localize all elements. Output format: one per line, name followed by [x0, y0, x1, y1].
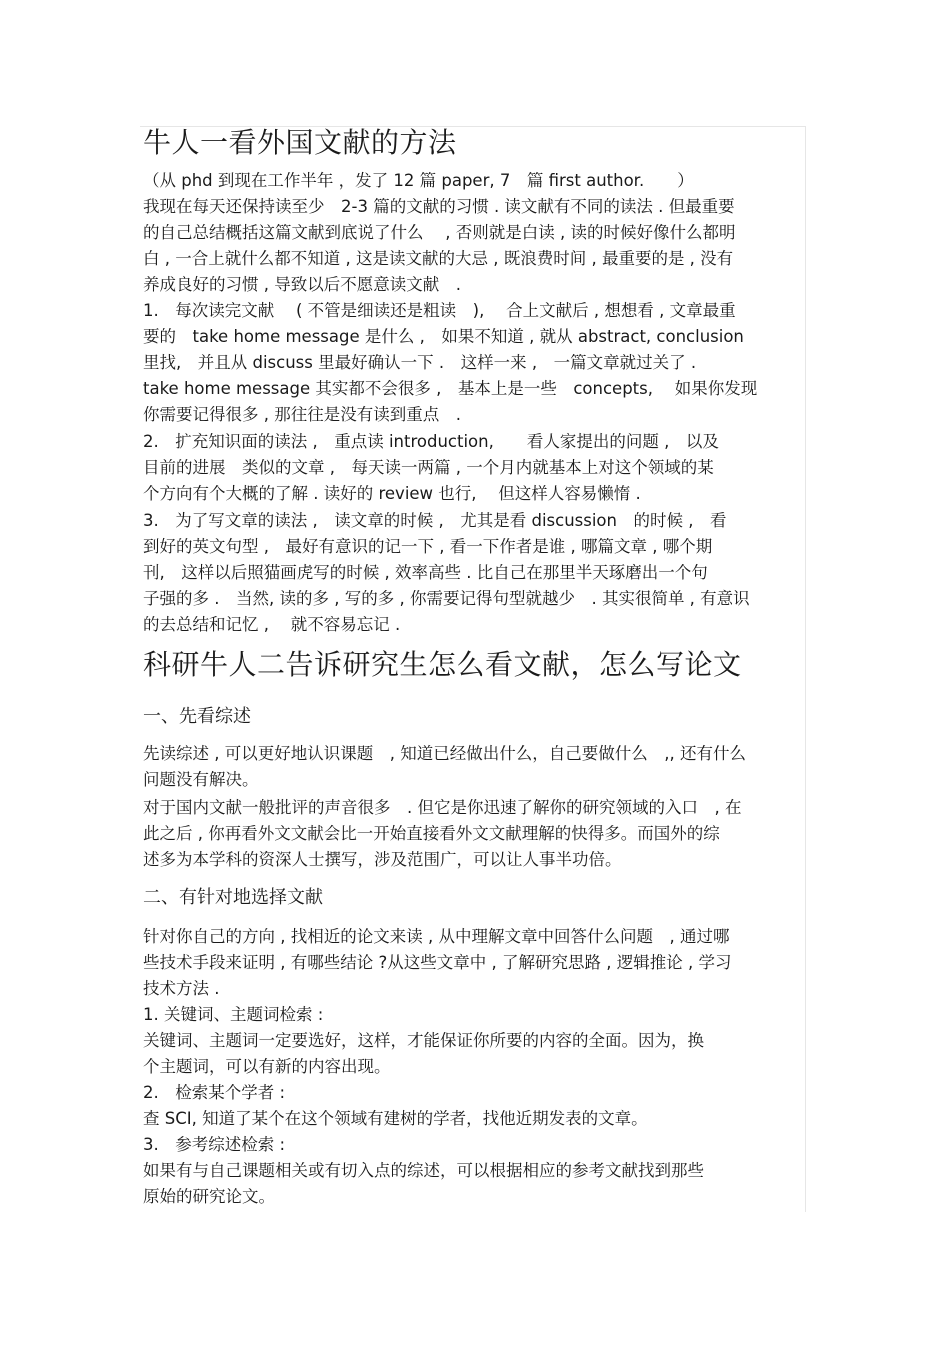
section-heading: 一、先看综述 — [143, 706, 251, 727]
paragraph-line: 如果有与自己课题相关或有切入点的综述，可以根据相应的参考文献找到那些 — [143, 1161, 704, 1180]
subtitle-1: （从 phd 到现在工作半年 ，发了 12 篇 paper, 7 篇 first author. ） — [143, 171, 694, 190]
paragraph-line: 刊, 这样以后照猫画虎写的时候 , 效率高些 . 比自己在那里半天琢磨出一个句 — [143, 563, 708, 582]
paragraph-line: 针对你自己的方向 , 找相近的论文来读 , 从中理解文章中回答什么问题 , 通过哪 — [143, 927, 730, 946]
paragraph-line: 先读综述 , 可以更好地认识课题 , 知道已经做出什么，自己要做什么 ,, 还有什么 — [143, 744, 746, 763]
paragraph-line: 目前的进展 类似的文章 , 每天读一两篇 , 一个月内就基本上对这个领域的某 — [143, 458, 714, 477]
paragraph-line: 子强的多 . 当然, 读的多 , 写的多 , 你需要记得句型就越少 . 其实很简单 , 有意识 — [143, 589, 750, 608]
paragraph-line: 我现在每天还保持读至少 2-3 篇的文献的习惯 . 读文献有不同的读法 . 但最重要 — [143, 197, 735, 216]
section-heading: 二、有针对地选择文献 — [143, 887, 323, 908]
paragraph-line: 到好的英文句型 , 最好有意识的记一下 , 看一下作者是谁 , 哪篇文章 , 哪个期 — [143, 537, 713, 556]
paragraph-line: 养成良好的习惯 , 导致以后不愿意读文献 . — [143, 275, 461, 294]
paragraph-line: 1. 每次读完文献 ( 不管是细读还是粗读 ), 合上文献后 , 想想看 , 文章最重 — [143, 301, 736, 320]
paragraph-line: 关键词、主题词一定要选好，这样，才能保证你所要的内容的全面。因为，换 — [143, 1031, 704, 1050]
paragraph-line: 要的 take home message 是什么 , 如果不知道 , 就从 abstract, conclusion — [143, 327, 744, 346]
paragraph-line: 查 SCI, 知道了某个在这个领域有建树的学者，找他近期发表的文章。 — [143, 1109, 648, 1128]
paragraph-line: 里找, 并且从 discuss 里最好确认一下 . 这样一来 , 一篇文章就过关了 . — [143, 353, 697, 372]
paragraph-line: 技术方法 . — [143, 979, 220, 998]
paragraph-line: 2. 扩充知识面的读法 , 重点读 introduction, 看人家提出的问题 , 以及 — [143, 432, 719, 451]
paragraph-line: 对于国内文献一般批评的声音很多 . 但它是你迅速了解你的研究领域的入口 , 在 — [143, 798, 742, 817]
paragraph-line: 的去总结和记忆 , 就不容易忘记 . — [143, 615, 401, 634]
paragraph-line: 你需要记得很多 , 那往往是没有读到重点 . — [143, 405, 461, 424]
paragraph-line: 白 , 一合上就什么都不知道 , 这是读文献的大忌 , 既浪费时间 , 最重要的是 , 没有 — [143, 249, 734, 268]
paragraph-line: 2. 检索某个学者 : — [143, 1083, 286, 1102]
paragraph-line: 个方向有个大概的了解 . 读好的 review 也行, 但这样人容易懒惰 . — [143, 484, 641, 503]
paragraph-line: 问题没有解决。 — [143, 770, 259, 789]
paragraph-line: 3. 参考综述检索 : — [143, 1135, 286, 1154]
paragraph-line: 些技术手段来证明 , 有哪些结论 ?从这些文章中 , 了解研究思路 , 逻辑推论 , 学习 — [143, 953, 732, 972]
paragraph-line: 3. 为了写文章的读法 , 读文章的时候 , 尤其是看 discussion 的时候 , 看 — [143, 511, 727, 530]
paragraph-line: 述多为本学科的资深人士撰写，涉及范围广，可以让人事半功倍。 — [143, 850, 622, 869]
paragraph-line: 的自己总结概括这篇文献到底说了什么 , 否则就是白读 , 读的时候好像什么都明 — [143, 223, 736, 242]
title-1: 牛人一看外国文献的方法 — [143, 126, 457, 159]
title-2: 科研牛人二告诉研究生怎么看文献，怎么写论文 — [143, 648, 742, 681]
document-body — [143, 126, 801, 1212]
paragraph-line: 原始的研究论文。 — [143, 1187, 275, 1206]
paragraph-line: 1. 关键词、主题词检索 : — [143, 1005, 324, 1024]
paragraph-line: 此之后 , 你再看外文文献会比一开始直接看外文文献理解的快得多。而国外的综 — [143, 824, 720, 843]
paragraph-line: take home message 其实都不会很多 , 基本上是一些 concepts, 如果你发现 — [143, 379, 758, 398]
paragraph-line: 个主题词，可以有新的内容出现。 — [143, 1057, 391, 1076]
